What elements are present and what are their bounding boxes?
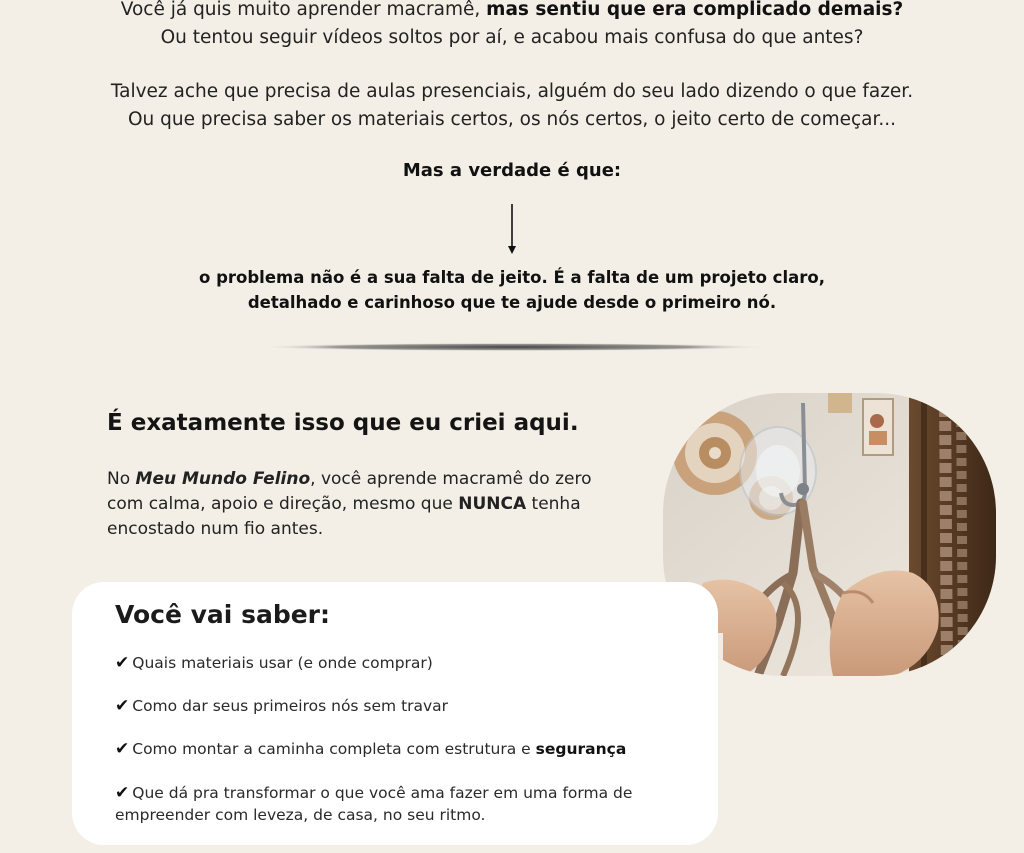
paragraph-no: No (107, 469, 136, 489)
checkmark-icon: ✔ (115, 696, 130, 716)
intro-line-2: Ou tentou seguir vídeos soltos por aí, e acabou mais confusa do que antes? (160, 27, 864, 48)
intro-line-1-bold: mas sentiu que era complicado demais? (486, 0, 904, 20)
checkmark-icon: ✔ (115, 783, 130, 803)
intro-line-1-normal: Você já quis muito aprender macramê, (120, 0, 487, 20)
down-arrow-icon (505, 204, 519, 256)
intro-line-1 (0, 0, 1024, 23)
benefit-item (115, 695, 695, 717)
lead-text: Mas a verdade é que: (402, 160, 622, 181)
problem-statement (0, 265, 1024, 315)
benefit-item-text: Quais materiais usar (e onde comprar) (132, 654, 433, 672)
benefit-item-text: Que dá pra transformar o que você ama fazer em uma forma de empreender com leveza, de casa, no seu ritmo. (115, 784, 633, 824)
section-heading: É exatamente isso que eu criei aqui. (107, 410, 579, 436)
benefit-item (115, 782, 695, 826)
card-title: Você vai saber: (115, 600, 331, 629)
emphasis-never: NUNCA (458, 494, 527, 514)
brand-name: Meu Mundo Felino (135, 469, 311, 489)
benefit-item-text: Como dar seus primeiros nós sem travar (132, 697, 449, 715)
benefit-item-emphasis: segurança (535, 740, 627, 758)
benefit-item (115, 652, 695, 674)
problem-line-2: detalhado e carinhoso que te ajude desde o primeiro nó. (247, 293, 777, 312)
checkmark-icon: ✔ (115, 653, 130, 673)
section-paragraph (107, 467, 627, 542)
checkmark-icon: ✔ (115, 739, 130, 759)
benefit-item (115, 738, 695, 760)
benefit-item-text: Como montar a caminha completa com estrutura e (132, 740, 536, 758)
paragraph-text-1: , você aprende macramê do zero com calma, apoio e direção, mesmo que (107, 469, 592, 514)
problem-line-1: o problema não é a sua falta de jeito. É a falta de um projeto claro, (198, 268, 825, 287)
intro-line-4: Ou que precisa saber os materiais certos, os nós certos, o jeito certo de começar... (127, 109, 897, 130)
paragraph-text-2: tenha encostado num fio antes. (107, 494, 581, 539)
shadow-divider (258, 341, 768, 353)
benefits-card (72, 582, 718, 845)
intro-line-3: Talvez ache que precisa de aulas presenciais, alguém do seu lado dizendo o que fazer. (110, 81, 914, 102)
